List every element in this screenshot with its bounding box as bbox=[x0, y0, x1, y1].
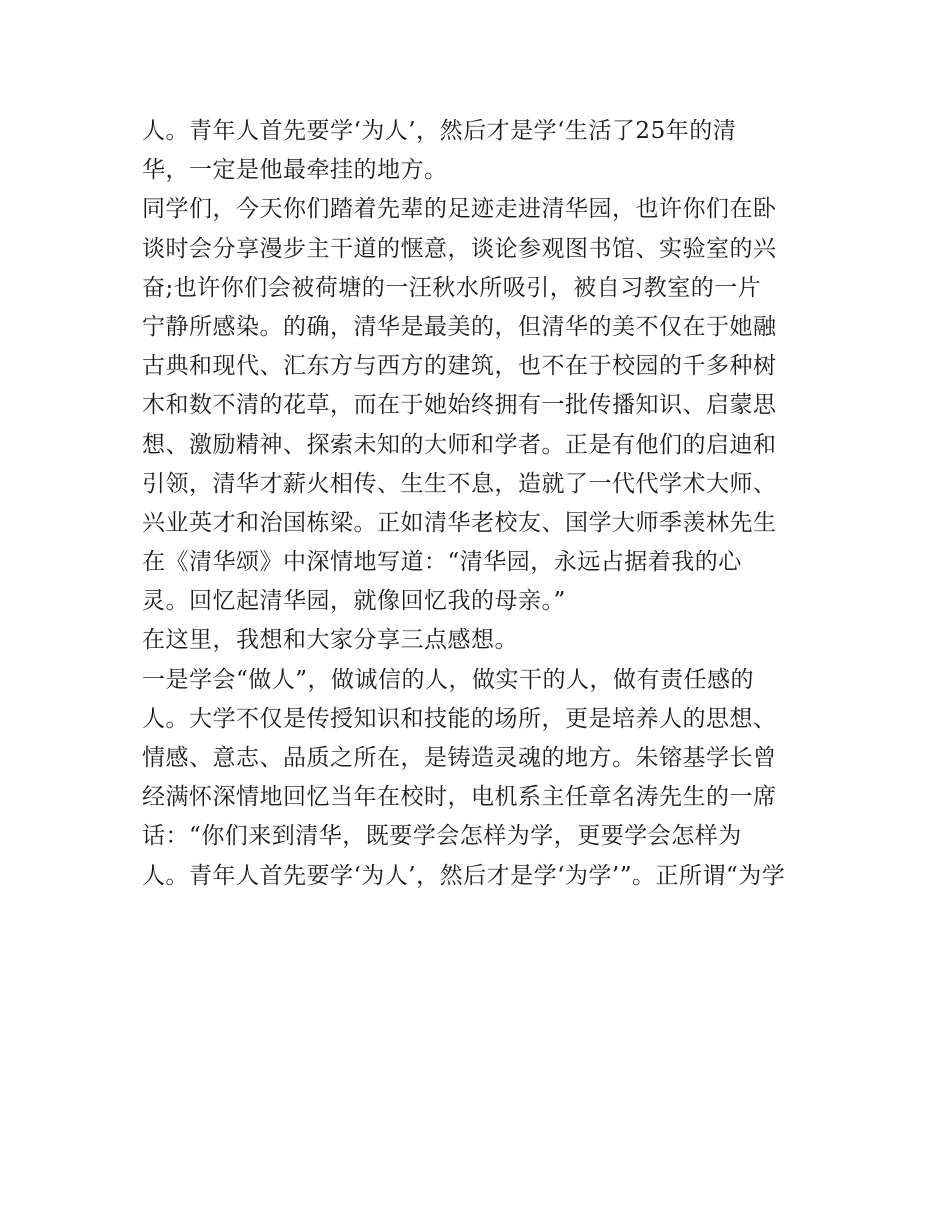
text-line: 人。青年人首先要学‘为人’，然后才是学‘为学’”。正所谓“为学 bbox=[142, 862, 786, 889]
text-line: 引领，清华才薪火相传、生生不息，造就了一代代学术大师、 bbox=[142, 470, 777, 497]
text-line: 奋;也许你们会被荷塘的一汪秋水所吸引，被自习教室的一片 bbox=[142, 274, 762, 301]
text-line: 木和数不清的花草，而在于她始终拥有一批传播知识、启蒙思 bbox=[142, 392, 777, 419]
text-line: 古典和现代、汇东方与西方的建筑，也不在于校园的千多种树 bbox=[142, 353, 777, 380]
text-line: 一是学会“做人”，做诚信的人，做实干的人，做有责任感的 bbox=[142, 666, 755, 693]
text-line: 人。青年人首先要学‘为人’，然后才是学‘生活了25年的清 bbox=[142, 118, 737, 144]
text-line: 人。大学不仅是传授知识和技能的场所，更是培养人的思想、 bbox=[142, 705, 777, 732]
text-line: 情感、意志、品质之所在，是铸造灵魂的地方。朱镕基学长曾 bbox=[142, 745, 777, 771]
text-line: 谈时会分享漫步主干道的惬意，谈论参观图书馆、实验室的兴 bbox=[142, 235, 777, 262]
text-line: 华，一定是他最牵挂的地方。 bbox=[142, 157, 448, 184]
text-line: 兴业英才和治国栋梁。正如清华老校友、国学大师季羡林先生 bbox=[142, 509, 777, 536]
text-line: 经满怀深情地回忆当年在校时，电机系主任章名涛先生的一席 bbox=[142, 784, 777, 811]
body-text bbox=[142, 112, 822, 896]
text-line: 想、激励精神、探索未知的大师和学者。正是有他们的启迪和 bbox=[142, 431, 777, 458]
text-line: 宁静所感染。的确，清华是最美的，但清华的美不仅在于她融 bbox=[142, 313, 777, 340]
text-line: 灵。回忆起清华园，就像回忆我的母亲。” bbox=[142, 588, 566, 615]
text-line: 话：“你们来到清华，既要学会怎样为学，更要学会怎样为 bbox=[142, 823, 742, 850]
text-line: 在这里，我想和大家分享三点感想。 bbox=[142, 627, 518, 654]
text-line: 在《清华颂》中深情地写道：“清华园，永远占据着我的心 bbox=[142, 549, 742, 576]
text-line: 同学们，今天你们踏着先辈的足迹走进清华园，也许你们在卧 bbox=[142, 196, 777, 223]
